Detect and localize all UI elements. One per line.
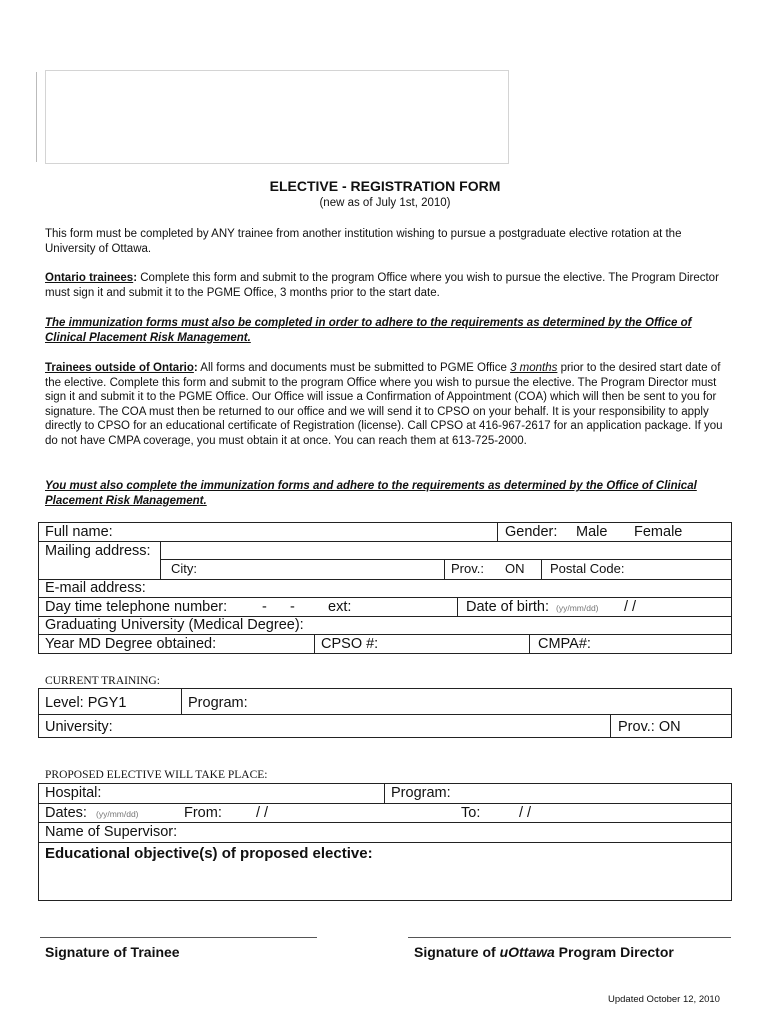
prov-value: ON bbox=[505, 561, 525, 576]
full-name-label: Full name: bbox=[45, 524, 113, 540]
intro-paragraph: This form must be completed by ANY trainee from another institution wishing to pursue a postgraduate elective rotation at the University of Ottawa. bbox=[45, 228, 682, 255]
form-title: ELECTIVE - REGISTRATION FORM bbox=[269, 178, 501, 194]
current-training-heading: CURRENT TRAINING: bbox=[45, 675, 160, 687]
trainee-signature-label: Signature of Trainee bbox=[45, 944, 180, 960]
dates-format-hint: (yy/mm/dd) bbox=[96, 809, 139, 819]
gender-female-option[interactable]: Female bbox=[634, 524, 683, 540]
ontario-text: Complete this form and submit to the program Office where you wish to pursue the elective. The Program Director must sign it and submit it to the PGME Office, 3 months prior to the start date. bbox=[45, 272, 719, 299]
email-label: E-mail address: bbox=[45, 580, 146, 596]
updated-date: Updated October 12, 2010 bbox=[608, 994, 720, 1005]
city-label: City: bbox=[171, 561, 197, 576]
hospital-label: Hospital: bbox=[45, 785, 102, 801]
outside-label: Trainees outside of Ontario bbox=[45, 362, 194, 374]
training-level: Level: PGY1 bbox=[45, 695, 127, 711]
elective-program-label: Program: bbox=[391, 785, 451, 801]
phone-separator-2: - bbox=[290, 599, 295, 615]
immunization-note-2: You must also complete the immunization forms and adhere to the requirements as determined by the Office of Clinical Placement Risk Management. bbox=[45, 480, 697, 507]
gender-label: Gender: bbox=[505, 524, 558, 540]
dob-label: Date of birth: bbox=[466, 599, 550, 615]
from-label: From: bbox=[184, 805, 222, 821]
logo-area bbox=[45, 70, 509, 164]
phone-label: Day time telephone number: bbox=[45, 599, 228, 615]
dates-label: Dates: bbox=[45, 805, 87, 821]
outside-emphasis: 3 months bbox=[510, 362, 558, 374]
cpso-label: CPSO #: bbox=[321, 636, 379, 652]
outside-paragraph: Trainees outside of Ontario: All forms and documents must be submitted to PGME Office 3 months prior to the desired start date of the elective. Complete this form and submit to the program Office where you wish to pursue the elective. The Program Director must sign it and submit it to the PGME Office. Our Office will issue a Confirmation of Appointment (COA) which will then be sent to you for signature. The COA must then be returned to our office and we will send it to CPSO on your behalf. It is your responsibility to apply directly to CPSO for an educational certificate of Registration (license). Call CPSO at 416-967-2617 for an application package. If you do not have CMPA coverage, you must obtain it at once. You can reach them at 613-725-2000. bbox=[45, 362, 723, 447]
prov-label: Prov.: bbox=[451, 561, 484, 576]
outside-text-a: All forms and documents must be submitted to PGME Office bbox=[197, 362, 511, 374]
cmpa-label: CMPA#: bbox=[538, 636, 591, 652]
phone-separator-1: - bbox=[262, 599, 267, 615]
postal-code-label: Postal Code: bbox=[550, 561, 625, 576]
to-slashes: / / bbox=[519, 805, 532, 821]
director-signature-prefix: Signature of bbox=[414, 944, 500, 960]
director-signature-line bbox=[408, 937, 731, 938]
trainee-signature-line bbox=[40, 937, 317, 938]
director-signature-label bbox=[414, 944, 674, 960]
ontario-paragraph: Ontario trainees: Complete this form and submit to the program Office where you wish to pursue the elective. The Program Director must sign it and submit it to the PGME Office, 3 months prior to the start date. bbox=[45, 272, 719, 299]
logo-edge bbox=[36, 72, 37, 162]
dob-format-hint: (yy/mm/dd) bbox=[556, 603, 599, 613]
form-subtitle: (new as of July 1st, 2010) bbox=[319, 197, 451, 209]
objectives-label: Educational objective(s) of proposed elective: bbox=[45, 845, 373, 862]
dob-slashes: / / bbox=[624, 599, 637, 615]
director-signature-suffix: Program Director bbox=[554, 944, 674, 960]
training-program-label: Program: bbox=[188, 695, 248, 711]
training-university-label: University: bbox=[45, 719, 113, 735]
training-prov: Prov.: ON bbox=[618, 719, 681, 735]
director-signature-brand: uOttawa bbox=[499, 944, 555, 960]
supervisor-label: Name of Supervisor: bbox=[45, 824, 178, 840]
proposed-elective-heading: PROPOSED ELECTIVE WILL TAKE PLACE: bbox=[45, 769, 268, 781]
outside-text-b: prior to the desired start date of the elective. Complete this form and submit to the program Office where you wish to pursue the elective. The Program Director must sign it and submit it to the PGME Office. Our Office will issue a Confirmation of Appointment (COA) which will then be sent to you for signature. The COA must then be returned to our office and we will send it to CPSO on your behalf. It is your responsibility to apply directly to CPSO for an educational certificate of Registration (license). Call CPSO at 416-967-2617 for an application package. If you do not have CMPA coverage, you must obtain it at once. You can reach them at 613-725-2000. bbox=[45, 362, 723, 447]
to-label: To: bbox=[461, 805, 481, 821]
gender-male-option[interactable]: Male bbox=[576, 524, 608, 540]
ext-label: ext: bbox=[328, 599, 352, 615]
immunization-note-1: The immunization forms must also be completed in order to adhere to the requirements as determined by the Office of Clinical Placement Risk Management. bbox=[45, 317, 692, 344]
mailing-address-label: Mailing address: bbox=[45, 543, 151, 559]
ontario-label: Ontario trainees bbox=[45, 272, 134, 284]
from-slashes: / / bbox=[256, 805, 269, 821]
md-year-label: Year MD Degree obtained: bbox=[45, 636, 217, 652]
graduating-university-label: Graduating University (Medical Degree): bbox=[45, 617, 304, 633]
